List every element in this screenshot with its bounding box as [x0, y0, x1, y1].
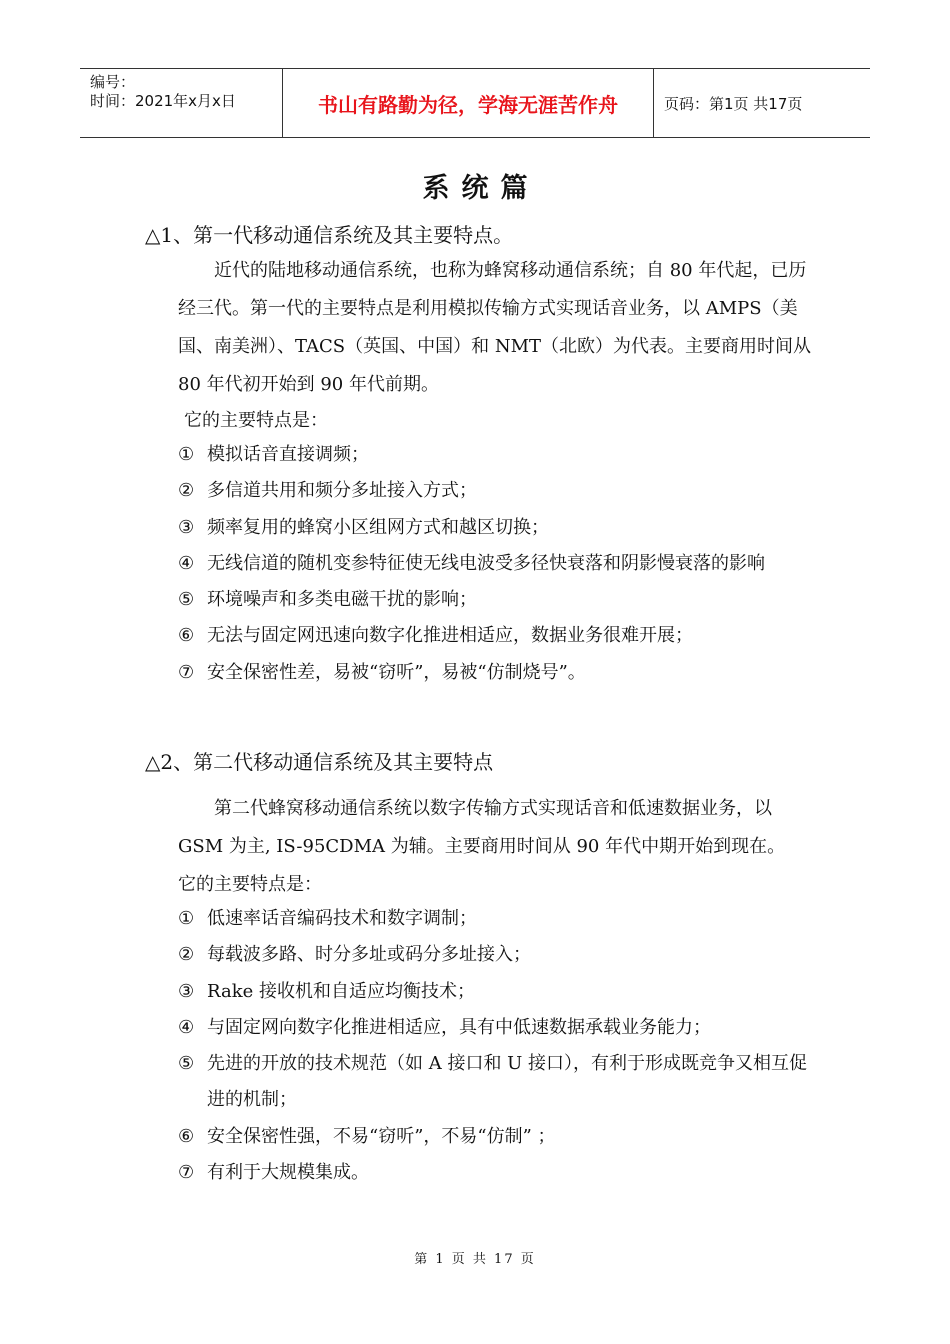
section1-paragraph-text: 近代的陆地移动通信系统，也称为蜂窝移动通信系统；自 80 年代起，已历经三代。第一代的主要特点是利用模拟传输方式实现话音业务，以 AMPS（美国、南美洲）、TACS（英国、中国）和 NMT（北欧）为代表。主要商用时间从 80 年代初开始到 90 年代前期。 — [178, 260, 812, 395]
list-item: ⑥ 安全保密性强，不易“窃听”，不易“仿制” ； — [178, 1125, 556, 1147]
list-item: ② 多信道共用和频分多址接入方式； — [178, 480, 477, 502]
section2-features-intro: 它的主要特点是： — [178, 874, 322, 895]
list-item: ① 模拟话音直接调频； — [178, 444, 369, 465]
list-item: ④ 无线信道的随机变参特征使无线电波受多径快衰落和阴影慢衰落的影响 — [178, 552, 765, 574]
section2-feature-list — [178, 901, 818, 1191]
header-table — [80, 68, 870, 138]
list-item: ⑦ 有利于大规模集成。 — [178, 1162, 369, 1184]
section1-features-intro: 它的主要特点是： — [184, 410, 328, 431]
header-motto: 书山有路勤为径，学海无涯苦作舟 — [318, 92, 618, 117]
page-title: 系统篇 — [422, 173, 540, 204]
section1-paragraph — [178, 252, 818, 404]
document-time-label: 时间：2021年x月x日 — [90, 92, 236, 110]
list-item: ③ 频率复用的蜂窝小区组网方式和越区切换； — [178, 516, 549, 538]
section1-feature-list — [178, 437, 818, 691]
list-item: ⑦ 安全保密性差，易被“窃听”，易被“仿制烧号”。 — [178, 661, 586, 683]
section2-heading: △2、第二代移动通信系统及其主要特点 — [145, 750, 494, 774]
section2-paragraph-text: 第二代蜂窝移动通信系统以数字传输方式实现话音和低速数据业务，以 GSM 为主, IS-95CDMA 为辅。主要商用时间从 90 年代中期开始到现在。 — [178, 798, 786, 857]
header-motto-cell — [282, 69, 654, 137]
list-item: ⑥ 无法与固定网迅速向数字化推进相适应，数据业务很难开展； — [178, 625, 693, 647]
list-item: ④ 与固定网向数字化推进相适应，具有中低速数据承载业务能力； — [178, 1016, 711, 1038]
section2-paragraph — [178, 790, 818, 866]
list-item: ⑤ 环境噪声和多类电磁干扰的影响； — [178, 589, 477, 611]
header-meta — [80, 69, 282, 137]
page-footer: 第 1 页 共 17 页 — [414, 1252, 536, 1267]
header-page-info: 页码：第1页 共17页 — [664, 94, 803, 113]
document-number-label: 编号： — [90, 73, 136, 91]
list-item: ③ Rake 接收机和自适应均衡技术； — [178, 980, 475, 1002]
section1-heading: △1、第一代移动通信系统及其主要特点。 — [145, 223, 514, 247]
list-item: ⑤ 先进的开放的技术规范（如 A 接口和 U 接口），有利于形成既竞争又相互促进的机制； — [178, 1053, 808, 1111]
list-item: ② 每载波多路、时分多址或码分多址接入； — [178, 944, 531, 966]
list-item: ① 低速率话音编码技术和数字调制； — [178, 908, 477, 929]
